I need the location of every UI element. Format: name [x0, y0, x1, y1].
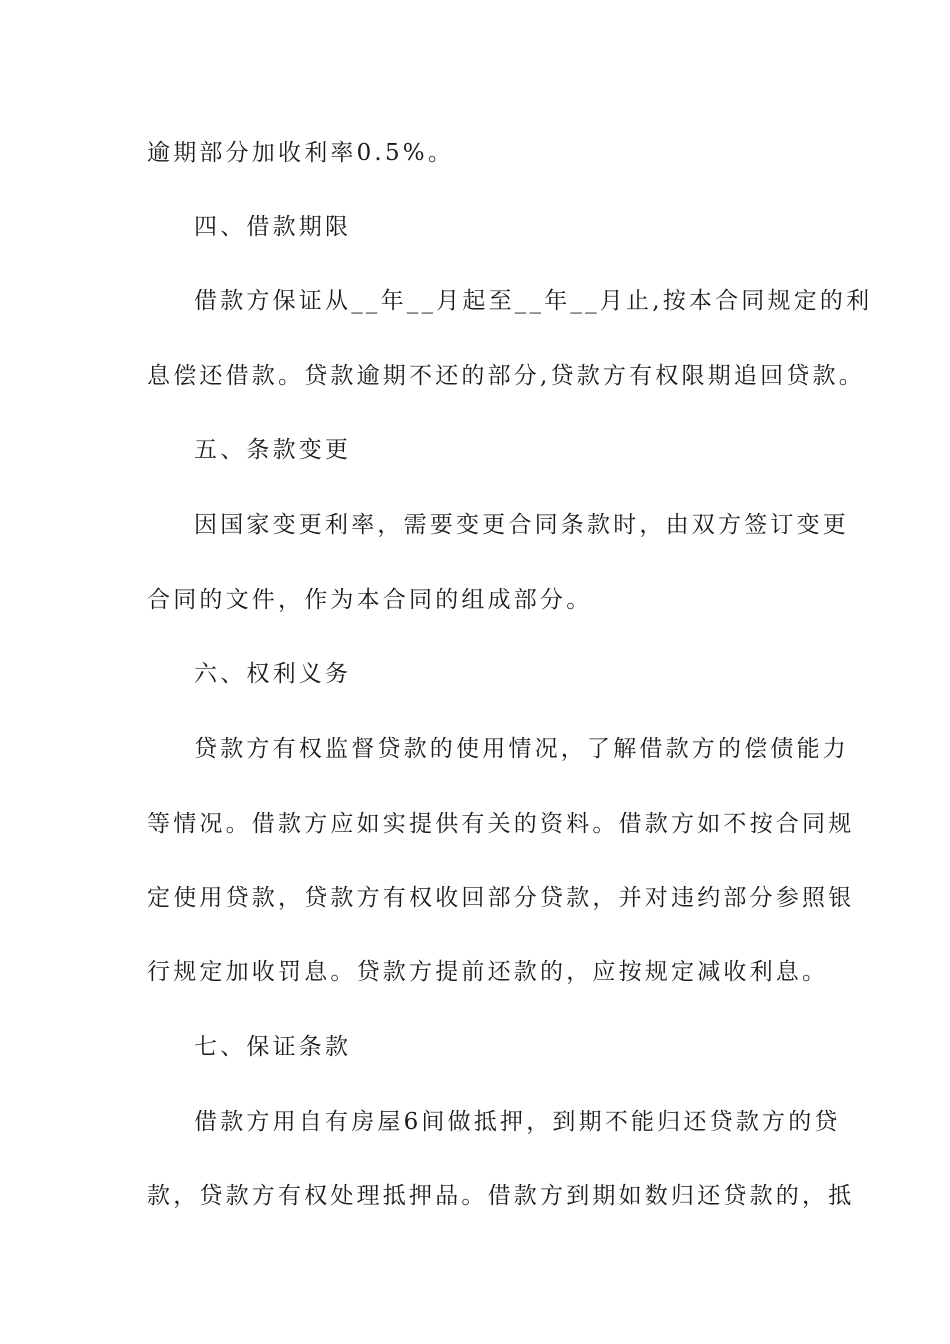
- section-heading-guarantee: 七、保证条款: [194, 1034, 352, 1060]
- paragraph-line: 行规定加收罚息。贷款方提前还款的，应按规定减收利息。: [147, 959, 829, 985]
- paragraph-line: 定使用贷款，贷款方有权收回部分贷款，并对违约部分参照银: [147, 885, 855, 911]
- paragraph-line: 因国家变更利率，需要变更合同条款时，由双方签订变更: [194, 512, 849, 538]
- paragraph-line: 等情况。借款方应如实提供有关的资料。借款方如不按合同规: [147, 811, 855, 837]
- paragraph-line: 借款方保证从__年__月起至__年__月止,按本合同规定的利: [194, 288, 873, 314]
- paragraph-line: 借款方用自有房屋6间做抵押，到期不能归还贷款方的贷: [194, 1109, 841, 1135]
- section-heading-clause-change: 五、条款变更: [194, 437, 352, 463]
- section-heading-loan-term: 四、借款期限: [194, 214, 352, 240]
- paragraph-line: 贷款方有权监督贷款的使用情况，了解借款方的偿债能力: [194, 736, 849, 762]
- paragraph-continuation: 逾期部分加收利率0.5%。: [147, 140, 455, 166]
- section-heading-rights-obligations: 六、权利义务: [194, 661, 352, 687]
- paragraph-line: 息偿还借款。贷款逾期不还的部分,贷款方有权限期追回贷款。: [147, 363, 865, 389]
- paragraph-line: 合同的文件，作为本合同的组成部分。: [147, 587, 593, 613]
- paragraph-line: 款，贷款方有权处理抵押品。借款方到期如数归还贷款的，抵: [147, 1183, 855, 1209]
